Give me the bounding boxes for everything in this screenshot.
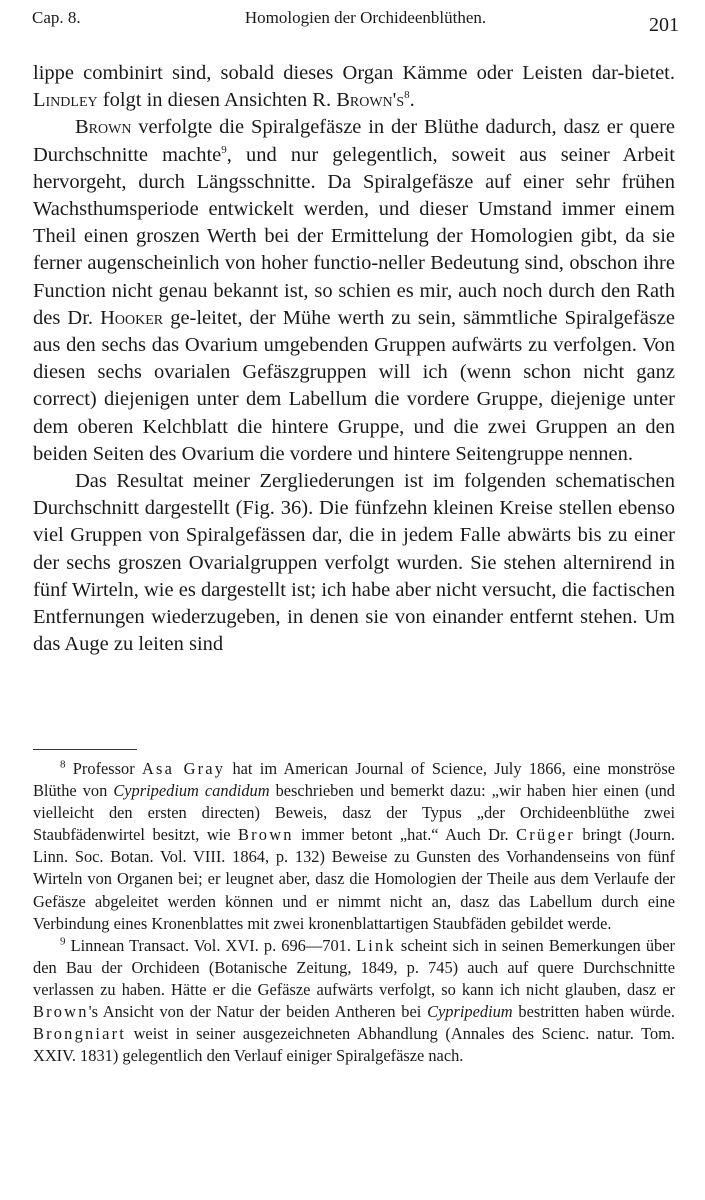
author-name: Brown xyxy=(75,116,132,139)
chapter-label: Cap. 8. xyxy=(32,8,81,27)
person-name: Link xyxy=(356,935,396,955)
person-name: Brown xyxy=(238,825,294,845)
footnote-ref[interactable]: 9 xyxy=(221,143,227,156)
species-name: Cypripedium xyxy=(427,1002,513,1022)
paragraph: lippe combinirt sind, sobald dieses Organ Kämme oder Leisten dar-bietet. Lindley folgt in diesen Ansichten R. $Brown's^8$. xyxy=(33,62,675,112)
person-name: Asa Gray xyxy=(142,759,226,778)
footnotes xyxy=(33,758,675,1067)
paragraph: Das Resultat meiner Zergliederungen ist im folgenden schematischen Durchschnitt dargestellt (Fig. 36). Die fünfzehn kleinen Kreise stellen ebenso viel Gruppen von Spiralgefässen dar, die in jedem Falle abwärts bis zu einer der sechs groszen Ovarialgruppen verfolgt wurden. Sie stehen alternirend in fünf Wirteln, wie es dargestellt ist; ich habe aber nicht versucht, die factischen Entfernungen wiederzugeben, in denen sie von einander entfernt stehen. Um das Auge zu leiten sind xyxy=(33,470,675,656)
author-name: Lindley xyxy=(33,89,98,112)
footnote: $^8$ Professor Asa Gray hat im American Journal of Science, July 1866, eine monströse Blüthe von Cypripedium candidum beschrieben und bemerkt dazu: „wir haben hier einen (und vielleicht den ersten directen) Beweis, dasz der Typus „der Orchideenblüthe zwei Staubfädenwirtel besitzt, wie Brown immer betont „hat.“ Auch Dr. Crüger bringt (Journ. Linn. Soc. Botan. Vol. VIII. 1864, p. 132) Beweise zu Gunsten des Vorhandenseins von fünf Wirteln von Organen bei; er leugnet aber, dasz die Homologien der Theile aus dem Verlaufe der Gefäsze abgeleitet werden können und er nimmt nicht an, dasz das Labellum durch eine Verbindung eines Kronenblattes mit zwei kronenblattartigen Staubfäden gebildet werde. xyxy=(33,758,676,933)
footnote: $^9$ Linnean Transact. Vol. XVI. p. 696—701. Link scheint sich in seinen Bemerkungen über den Bau der Orchideen (Botanische Zeitung, 1849, p. 745) auch auf quere Durchschnitte verlassen zu haben. Hätte er die Gefäsze aufwärts verfolgt, so kann ich nicht glauben, dasz er Brown's Ansicht von der Natur der beiden Antheren bei Cypripedium bestritten haben würde. Brongniart weist in seiner ausgezeichneten Abhandlung (Annales des Scienc. natur. Tom. XXIV. 1831) gelegentlich den Verlauf einiger Spiralgefäsze nach. xyxy=(33,935,675,1066)
person-name: Crüger xyxy=(516,825,575,845)
footnote-marker: 9 xyxy=(60,935,66,948)
author-name: Hooker xyxy=(100,306,164,329)
page-number: 201 xyxy=(649,14,679,36)
person-name: Brown xyxy=(33,1002,89,1022)
running-title: Homologien der Orchideenblüthen. xyxy=(244,8,487,27)
species-name: Cypripedium candidum xyxy=(113,781,270,801)
footnote-marker: 8 xyxy=(60,758,66,771)
main-text xyxy=(33,60,675,658)
running-header xyxy=(32,6,679,36)
footnote-divider xyxy=(33,749,137,750)
paragraph: Brown verfolgte die Spiralgefäsze in der Blüthe dadurch, dasz er quere Durchschnitte machte$^9$, und nur gelegentlich, soweit aus seiner Arbeit hervorgeht, durch Längsschnitte. Da Spiralgefäsze auf einer sehr frühen Wachsthumsperiode entwickelt werden, und dieser Umstand immer einem Theil einen groszen Werth bei der Ermittelung der Homologien gibt, da sie ferner augenscheinlich von hoher functio-neller Bedeutung sind, obschon ihre Function nicht genau bekannt ist, so schien es mir, auch noch durch den Rath des Dr. Hooker ge-leitet, der Mühe werth zu sein, sämmtliche Spiralgefäsze aus den sechs das Ovarium umgebenden Gruppen aufwärts zu verfolgen. Von diesen sechs ovarialen Gefäszgruppen will ich (wenn schon nicht ganz correct) diejenigen unter dem Labellum die vordere Gruppe, diejenige unter dem oberen Kelchblatt die hintere Gruppe, und die zwei Gruppen an den beiden Seiten des Ovarium die vordere und hintere Seitengruppe nennen. xyxy=(33,116,676,465)
author-name: Brown's xyxy=(336,89,405,112)
person-name: Brongniart xyxy=(33,1024,127,1044)
footnote-ref[interactable]: 8 xyxy=(404,89,410,102)
